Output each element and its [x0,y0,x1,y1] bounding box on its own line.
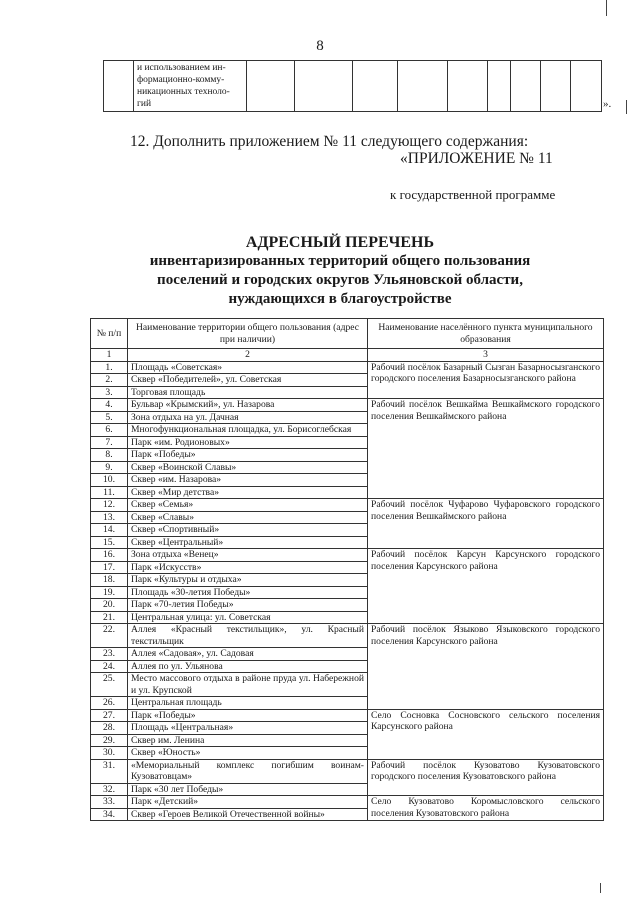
fragment-cell [511,61,541,112]
row-number: 29. [91,734,128,747]
fragment-cell [398,61,448,112]
row-number: 33. [91,796,128,809]
territory-name: Площадь «30-летия Победы» [128,586,368,599]
territory-name: Сквер им. Ленина [128,734,368,747]
territory-name: Сквер «Юность» [128,747,368,760]
settlement-name: Рабочий посёлок Языково Языковского городского поселения Карсунского района [368,624,604,710]
table-row [91,399,604,412]
row-number: 8. [91,449,128,462]
territory-name: Площадь «Центральная» [128,722,368,735]
row-number: 3. [91,386,128,399]
row-number: 13. [91,511,128,524]
territory-name: Зона отдыха «Венец» [128,549,368,562]
row-number: 20. [91,599,128,612]
territory-name: Аллея «Садовая», ул. Садовая [128,648,368,661]
row-number: 16. [91,549,128,562]
header-settlement: Наименование населённого пункта муниципального образования [368,319,604,349]
title-line: нуждающихся в благоустройстве [228,291,452,307]
row-number: 24. [91,660,128,673]
row-number: 26. [91,697,128,710]
settlement-name: Село Сосновка Сосновского сельского поселения Карсунского района [368,709,604,759]
row-number: 19. [91,586,128,599]
territory-name: Аллея «Красный текстильщик», ул. Красный текстильщик [128,624,368,648]
fragment-text-cell [134,61,247,112]
territory-name: Сквер «Центральный» [128,536,368,549]
territory-name: Сквер «Спортивный» [128,524,368,537]
document-title [100,233,580,309]
row-number: 32. [91,783,128,796]
row-number: 4. [91,399,128,412]
territory-name: Центральная площадь [128,697,368,710]
territory-name: Сквер «Героев Великой Отечественной войны» [128,808,368,821]
title-line: поселений и городских округов Ульяновской области, [157,272,523,288]
row-number: 25. [91,673,128,697]
settlement-name: Рабочий посёлок Чуфарово Чуфаровского городского поселения Вешкаймского района [368,499,604,549]
fragment-cell [295,61,353,112]
fragment-line: гий [137,99,152,109]
territory-name: Зона отдыха на ул. Дачная [128,411,368,424]
row-number: 5. [91,411,128,424]
row-number: 21. [91,611,128,624]
table-row [91,796,604,809]
title-line: АДРЕСНЫЙ ПЕРЕЧЕНЬ [245,234,435,251]
header-number: № п/п [91,319,128,349]
margin-mark [606,0,607,16]
row-number: 12. [91,499,128,512]
territory-name: Парк «30 лет Победы» [128,783,368,796]
row-number: 18. [91,574,128,587]
fragment-line: формационно-комму- [137,75,225,85]
settlement-name: Рабочий посёлок Вешкайма Вешкаймского городского поселения Вешкаймского района [368,399,604,499]
territory-name: Парк «Победы» [128,709,368,722]
row-number: 23. [91,648,128,661]
territory-name: Бульвар «Крымский», ул. Назарова [128,399,368,412]
territory-name: Парк «им. Родионовых» [128,436,368,449]
fragment-cell [541,61,571,112]
territory-name: Парк «Культуры и отдыха» [128,574,368,587]
header-territory: Наименование территории общего пользования (адрес при наличии) [128,319,368,349]
table-row [91,499,604,512]
row-number: 15. [91,536,128,549]
table-row [91,624,604,648]
row-number: 9. [91,461,128,474]
fragment-cell [488,61,511,112]
table-row [91,361,604,374]
territory-name: «Мемориальный комплекс погибшим воинам-Кузоватовцам» [128,759,368,783]
annex-subheader: к государственной программе [390,187,556,202]
territory-name: Многофункциональная площадка, ул. Борисоглебская [128,424,368,437]
margin-mark [600,883,601,893]
row-number: 28. [91,722,128,735]
row-number: 17. [91,561,128,574]
table-row [91,759,604,783]
row-number: 14. [91,524,128,537]
row-number: 27. [91,709,128,722]
row-number: 7. [91,436,128,449]
territory-name: Парк «Детский» [128,796,368,809]
row-number: 30. [91,747,128,760]
settlement-name: Рабочий посёлок Базарный Сызган Базарносызганского городского поселения Базарносызганского района [368,361,604,399]
fragment-cell [571,61,602,112]
row-number: 11. [91,486,128,499]
closing-quote: ». [603,98,612,110]
territory-name: Сквер «Воинской Славы» [128,461,368,474]
row-number: 34. [91,808,128,821]
previous-table-fragment [103,60,602,112]
row-number: 1. [91,361,128,374]
territory-name: Место массового отдыха в районе пруда ул. Набережной и ул. Крупской [128,673,368,697]
table-row [91,549,604,562]
fragment-line: и использованием ин- [137,63,226,73]
column-number: 1 [91,349,128,362]
territory-name: Торговая площадь [128,386,368,399]
row-number: 2. [91,374,128,387]
settlement-name: Рабочий посёлок Кузоватово Кузоватовского городского поселения Кузоватовского района [368,759,604,796]
margin-mark [626,100,627,114]
fragment-cell [247,61,295,112]
row-number: 31. [91,759,128,783]
territory-name: Сквер «им. Назарова» [128,474,368,487]
territory-name: Сквер «Славы» [128,511,368,524]
amendment-item: 12. Дополнить приложением № 11 следующего содержания: [130,133,529,150]
column-number: 2 [128,349,368,362]
territory-name: Сквер «Победителей», ул. Советская [128,374,368,387]
territory-name: Сквер «Семья» [128,499,368,512]
address-list-table [90,318,604,821]
column-number: 3 [368,349,604,362]
territory-name: Парк «Победы» [128,449,368,462]
settlement-name: Село Кузоватово Коромысловского сельского поселения Кузоватовского района [368,796,604,821]
row-number: 22. [91,624,128,648]
settlement-name: Рабочий посёлок Карсун Карсунского городского поселения Карсунского района [368,549,604,624]
row-number: 10. [91,474,128,487]
fragment-cell [353,61,398,112]
territory-name: Площадь «Советская» [128,361,368,374]
territory-name: Сквер «Мир детства» [128,486,368,499]
row-number: 6. [91,424,128,437]
fragment-cell [104,61,134,112]
territory-name: Аллея по ул. Ульянова [128,660,368,673]
fragment-cell [448,61,488,112]
territory-name: Центральная улица: ул. Советская [128,611,368,624]
table-row [91,709,604,722]
territory-name: Парк «Искусств» [128,561,368,574]
annex-header: «ПРИЛОЖЕНИЕ № 11 [400,150,553,167]
title-line: инвентаризированных территорий общего пользования [149,253,531,269]
fragment-line: никационных техноло- [137,87,230,97]
territory-name: Парк «70-летия Победы» [128,599,368,612]
page-number: 8 [316,38,324,54]
